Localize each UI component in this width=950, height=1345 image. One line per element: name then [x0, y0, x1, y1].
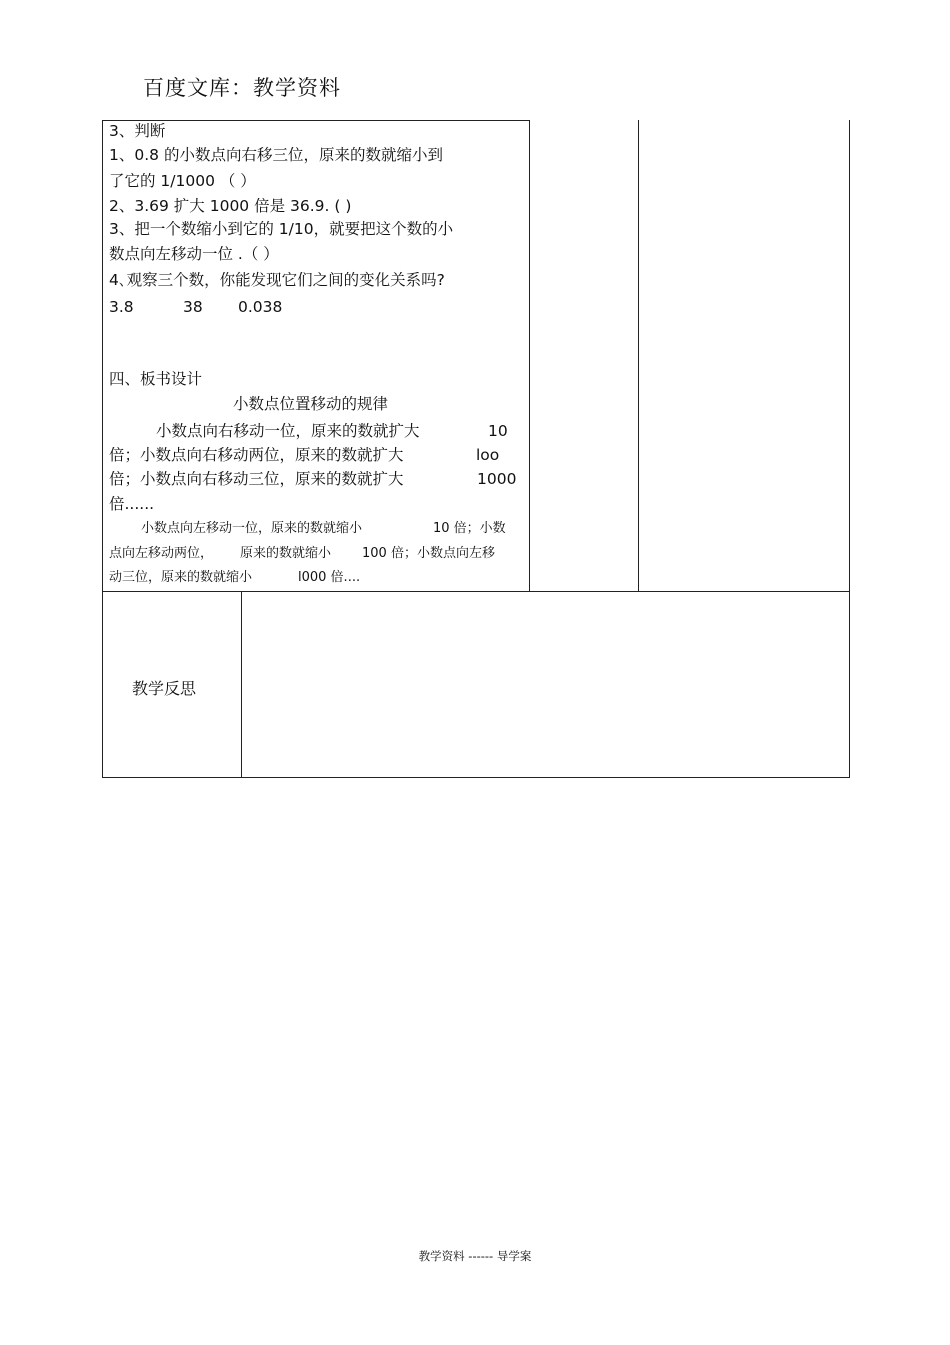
- table-border: [102, 120, 530, 121]
- question-4: 4､观察三个数，你能发现它们之间的变化关系吗?: [109, 271, 445, 289]
- table-border: [638, 120, 639, 592]
- board-left-line-2c: 100 倍；小数点向左移: [362, 546, 495, 561]
- page-footer: 教学资料 ------ 导学案: [418, 1249, 532, 1263]
- board-left-line-1-value: 10 倍；小数: [433, 521, 506, 536]
- board-left-line-3a: 动三位，原来的数就缩小: [109, 570, 253, 585]
- board-right-line-4: 倍......: [109, 495, 155, 513]
- board-right-line-1-value: 10: [488, 422, 508, 440]
- board-left-line-2a: 点向左移动两位，: [109, 546, 214, 561]
- question-1-line-2: 了它的 1/1000 （ ）: [109, 172, 256, 190]
- question-3-line-2: 数点向左移动一位 .（ ）: [109, 245, 279, 263]
- number-1: 3.8: [109, 298, 134, 316]
- board-right-line-2-value: loo: [476, 446, 500, 464]
- board-left-line-3b: l000 倍....: [298, 570, 361, 585]
- board-left-line-1: 小数点向左移动一位，原来的数就缩小: [141, 521, 363, 536]
- board-left-line-2b: 原来的数就缩小: [240, 546, 332, 561]
- reflection-content-cell: [242, 592, 849, 777]
- number-3: 0.038: [238, 298, 283, 316]
- table-border: [849, 120, 850, 778]
- board-right-line-1: 小数点向右移动一位，原来的数就扩大: [156, 422, 420, 440]
- board-right-line-3: 倍；小数点向右移动三位，原来的数就扩大: [109, 470, 404, 488]
- table-border: [529, 120, 530, 592]
- number-2: 38: [183, 298, 203, 316]
- question-3-line-1: 3、把一个数缩小到它的 1/10，就要把这个数的小: [109, 220, 454, 238]
- reflection-label: 教学反思: [132, 679, 197, 698]
- board-right-line-3-value: 1000: [477, 470, 517, 488]
- section-board-heading: 四、板书设计: [109, 370, 203, 388]
- board-title: 小数点位置移动的规律: [233, 395, 389, 413]
- question-1-line-1: 1、0.8 的小数点向右移三位，原来的数就缩小到: [109, 146, 443, 164]
- section-judge-heading: 3、判断: [109, 122, 166, 140]
- board-right-line-2: 倍；小数点向右移动两位，原来的数就扩大: [109, 446, 404, 464]
- table-border: [102, 120, 103, 778]
- table-border: [102, 777, 850, 778]
- question-2: 2、3.69 扩大 1000 倍是 36.9. ( ): [109, 197, 352, 215]
- document-header: 百度文库：教学资料: [143, 76, 341, 100]
